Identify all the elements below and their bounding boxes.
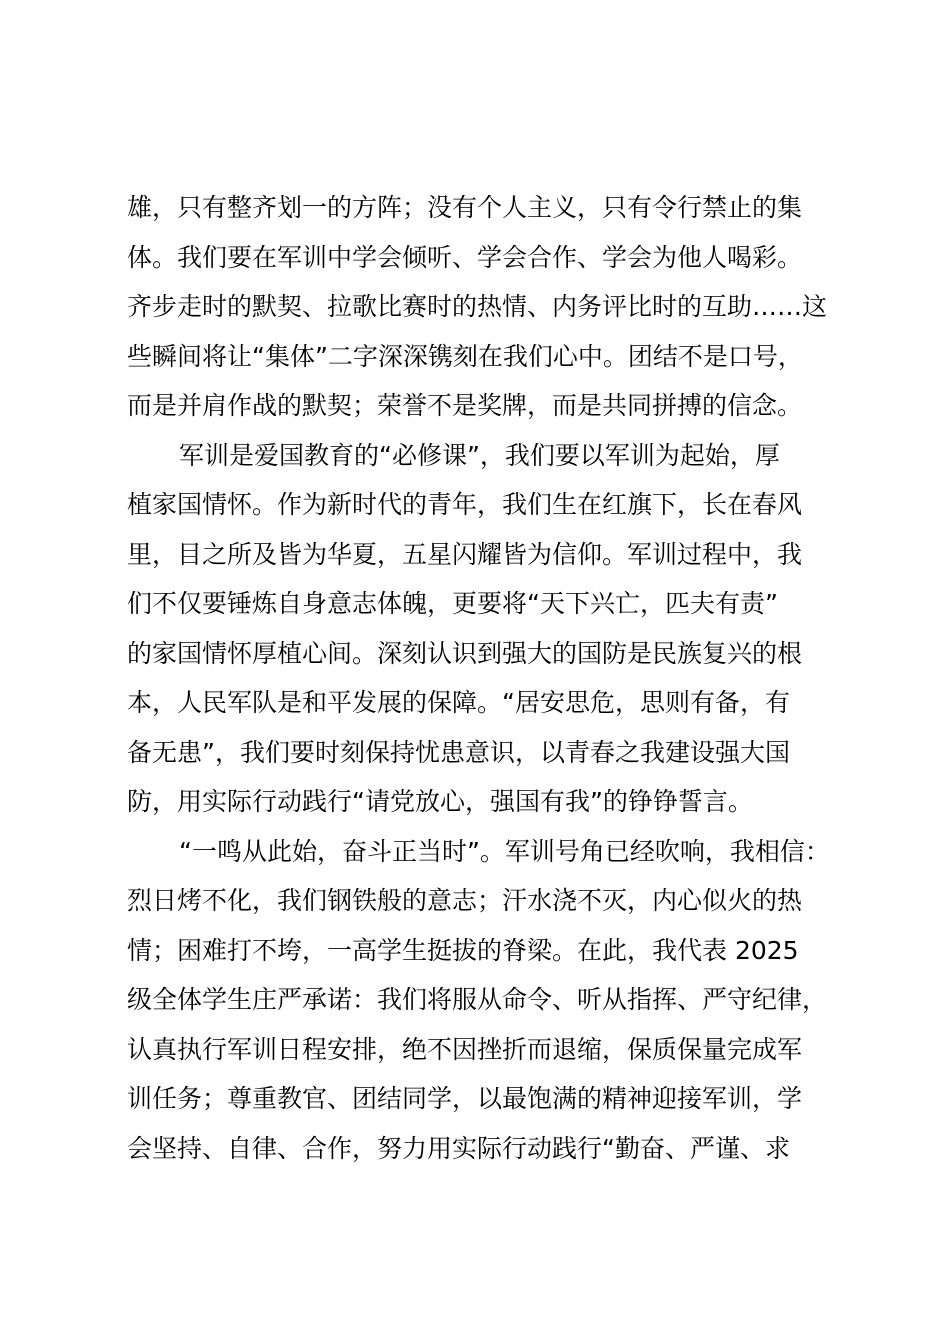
text-line: 里，目之所及皆为华夏，五星闪耀皆为信仰。军训过程中，我 [127, 539, 803, 569]
text-line: 级全体学生庄严承诺：我们将服从命令、听从指挥、严守纪律， [127, 985, 828, 1014]
paragraph-start-line: 军训是爱国教育的“必修课”，我们要以军训为起始，厚 [179, 440, 780, 470]
text-line: 备无患”，我们要时刻保持忧患意识，以青春之我建设强大国 [127, 737, 790, 767]
text-line: 训任务；尊重教官、团结同学，以最饱满的精神迎接军训，学 [127, 1084, 803, 1113]
text-line: 雄，只有整齐划一的方阵；没有个人主义，只有令行禁止的集 [127, 193, 803, 222]
text-line: 的家国情怀厚植心间。深刻认识到强大的国防是民族复兴的根 [127, 638, 803, 668]
text-line: 些瞬间将让“集体”二字深深镌刻在我们心中。团结不是口号， [127, 341, 803, 371]
text-line: 本，人民军队是和平发展的保障。“居安思危，思则有备，有 [127, 688, 790, 717]
text-line: 们不仅要锤炼自身意志体魄，更要将“天下兴亡，匹夫有责” [127, 589, 778, 618]
text-line: 体。我们要在军训中学会倾听、学会合作、学会为他人喝彩。 [127, 242, 803, 272]
text-line: 防，用实际行动践行“请党放心，强国有我”的铮铮誓言。 [127, 787, 753, 816]
text-line: 烈日烤不化，我们钢铁般的意志；汗水浇不灭，内心似火的热 [127, 886, 803, 915]
text-line: 情；困难打不垮，一高学生挺拔的脊梁。在此，我代表 2025 [127, 935, 799, 965]
document-body [127, 183, 847, 1173]
text-line: 而是并肩作战的默契；荣誉不是奖牌，而是共同拼搏的信念。 [127, 391, 803, 420]
paragraph-start-line: “一鸣从此始，奋斗正当时”。军训号角已经吹响，我相信： [179, 836, 830, 866]
text-line: 会坚持、自律、合作，努力用实际行动践行“勤奋、严谨、求 [127, 1133, 790, 1163]
text-line: 植家国情怀。作为新时代的青年，我们生在红旗下，长在春风 [127, 490, 803, 519]
text-line: 齐步走时的默契、拉歌比赛时的热情、内务评比时的互助……这 [127, 292, 828, 321]
text-line: 认真执行军训日程安排，绝不因挫折而退缩，保质保量完成军 [127, 1034, 803, 1064]
